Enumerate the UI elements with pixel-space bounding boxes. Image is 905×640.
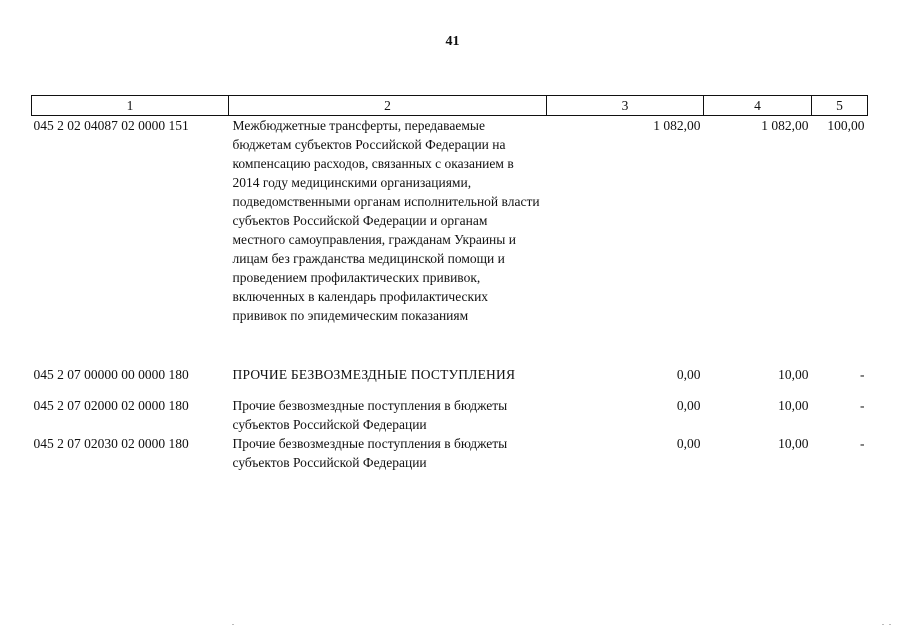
table-row	[32, 365, 868, 396]
item-name: Прочие безвозмездные поступления в бюджеты субъектов Российской Федерации	[232, 398, 508, 432]
header-row	[32, 96, 868, 116]
value-col3: 0,00	[676, 398, 701, 413]
value-col4: 10,00	[778, 436, 809, 451]
value-col5: 100,00	[827, 118, 865, 133]
column-header-3: 3	[547, 96, 704, 116]
budget-code: 045 2 07 00000 00 0000 180	[33, 367, 189, 382]
value-col5: -	[860, 436, 865, 451]
value-col4: 1 082,00	[761, 118, 809, 133]
table-row	[32, 116, 868, 366]
column-header-2: 2	[229, 96, 547, 116]
column-header-5: 5	[812, 96, 868, 116]
value-col3: 0,00	[676, 367, 701, 382]
budget-code: 045 2 07 02000 02 0000 180	[33, 398, 189, 413]
column-header-4: 4	[704, 96, 812, 116]
item-name: ПРОЧИЕ БЕЗВОЗМЕЗДНЫЕ ПОСТУПЛЕНИЯ	[232, 367, 516, 382]
budget-code: 045 2 02 04087 02 0000 151	[33, 118, 189, 133]
table-row	[32, 396, 868, 434]
value-col5: -	[860, 398, 865, 413]
budget-table	[31, 95, 868, 472]
budget-code: 045 2 07 02030 02 0000 180	[33, 436, 189, 451]
value-col3: 0,00	[676, 436, 701, 451]
scan-artifact	[882, 624, 884, 625]
scan-artifact	[232, 624, 234, 625]
value-col5: -	[860, 367, 865, 382]
item-name: Прочие безвозмездные поступления в бюджеты субъектов Российской Федерации	[232, 436, 508, 470]
page-number: 41	[445, 34, 460, 49]
value-col4: 10,00	[778, 398, 809, 413]
table-header	[32, 96, 868, 116]
table-body	[32, 116, 868, 473]
table-row	[32, 434, 868, 472]
item-name: Межбюджетные трансферты, передаваемые бюджетам субъектов Российской Федерации на компенсацию расходов, связанных с оказанием в 2014 году медицинскими организациями, подведомственными органам исполнительной власти субъектов Российской Федерации и органам местного самоуправления, гражданам Украины и лицам без гражданства медицинской помощи и проведением профилактических прививок, включенных в календарь профилактических прививок по эпидемическим показаниям	[232, 118, 540, 323]
value-col3: 1 082,00	[653, 118, 701, 133]
scan-artifact	[889, 624, 891, 625]
column-header-1: 1	[32, 96, 229, 116]
value-col4: 10,00	[778, 367, 809, 382]
